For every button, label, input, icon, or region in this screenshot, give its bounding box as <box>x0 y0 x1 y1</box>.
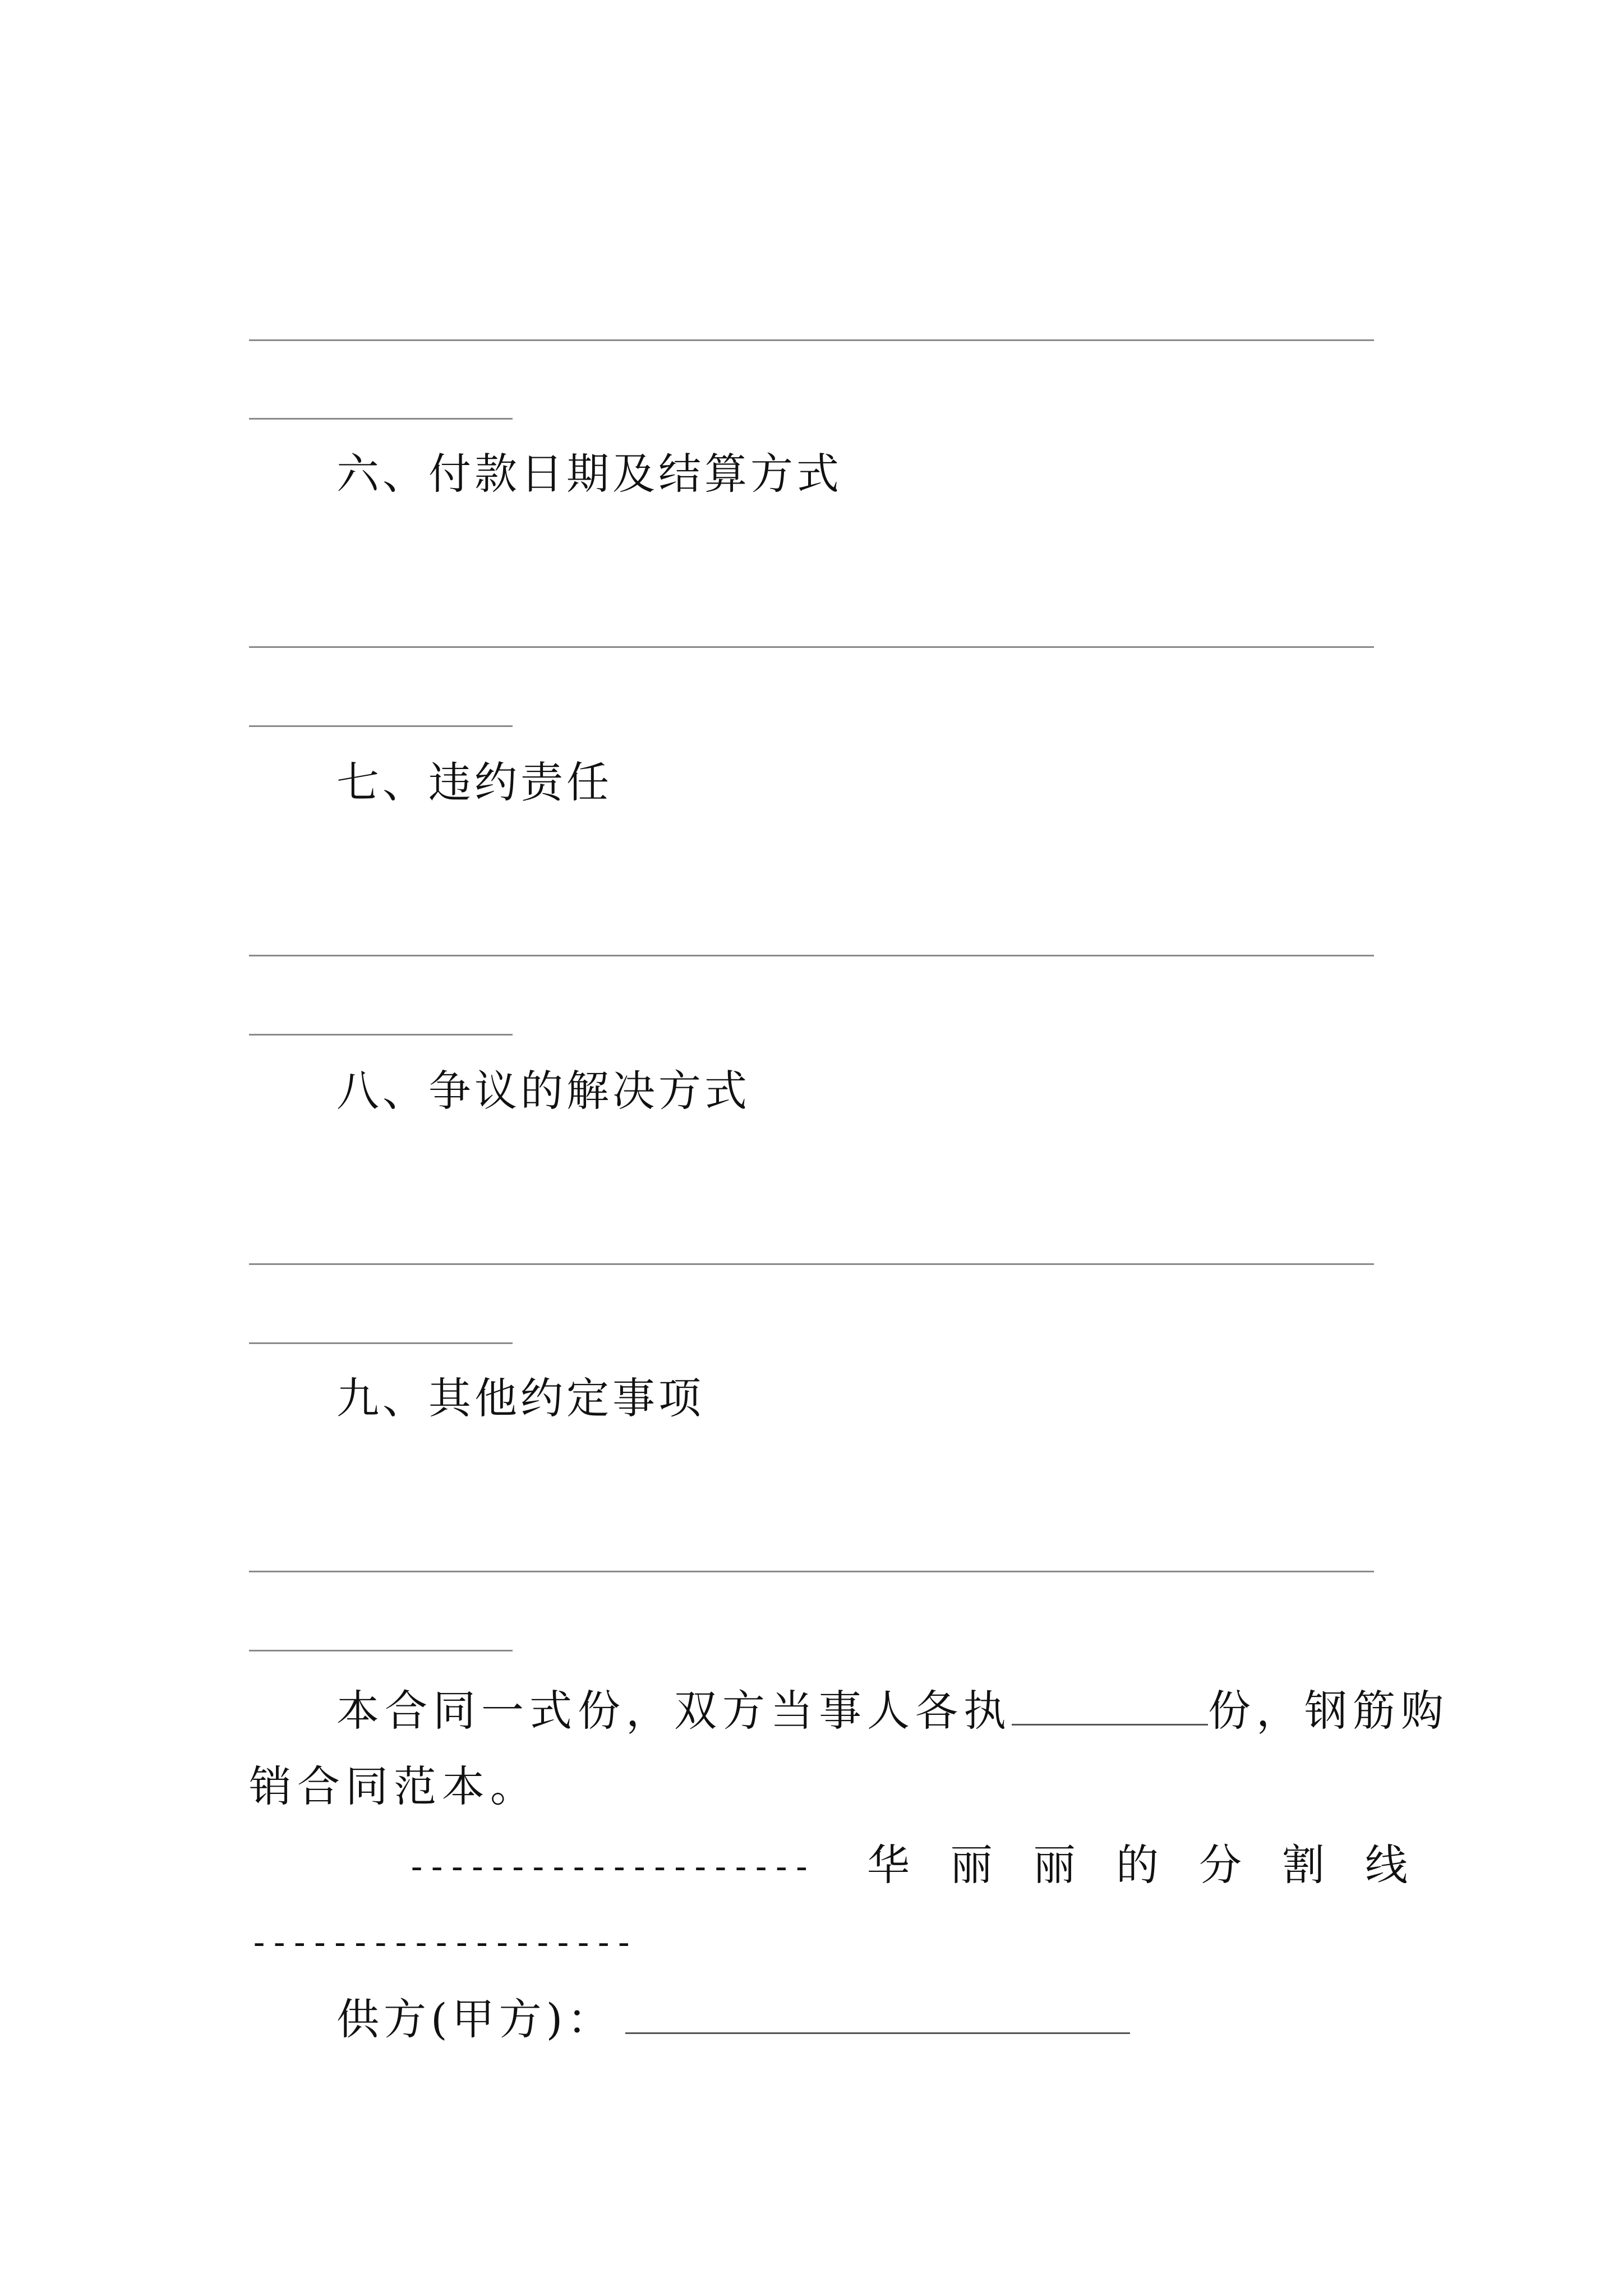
section-heading-dispute: 八、争议的解决方式 <box>336 1066 750 1116</box>
closing-text-part1: 本合同一式份，双方当事人各执 <box>336 1686 1012 1736</box>
divider-dashes-left: -------------------- <box>407 1847 812 1887</box>
section-heading-liability: 七、违约责任 <box>336 757 612 807</box>
fill-line <box>249 955 1374 956</box>
supplier-line <box>336 1994 1130 2045</box>
fill-line <box>249 725 513 727</box>
fill-line <box>249 1034 513 1036</box>
divider-title: 华 丽 丽 的 分 割 线 <box>867 1840 1408 1890</box>
copies-blank <box>1012 1690 1208 1726</box>
section-heading-payment: 六、付款日期及结算方式 <box>336 449 842 499</box>
closing-paragraph-line2: 销合同范本。 <box>249 1761 538 1811</box>
section-heading-other: 九、其他约定事项 <box>336 1373 704 1423</box>
fill-line <box>249 1650 513 1651</box>
fill-line <box>249 1342 513 1344</box>
fill-line <box>249 418 513 420</box>
fill-line <box>249 339 1374 341</box>
supplier-blank <box>625 1999 1130 2034</box>
closing-text-part2: 份，钢筋购 <box>1208 1686 1449 1736</box>
fill-line <box>249 1571 1374 1572</box>
closing-paragraph-line1 <box>336 1686 1449 1736</box>
fill-line <box>249 646 1374 648</box>
supplier-label: 供方(甲方)： <box>336 1994 615 2044</box>
fill-line <box>249 1263 1374 1265</box>
divider-dashes-right: ------------------- <box>249 1923 634 1962</box>
